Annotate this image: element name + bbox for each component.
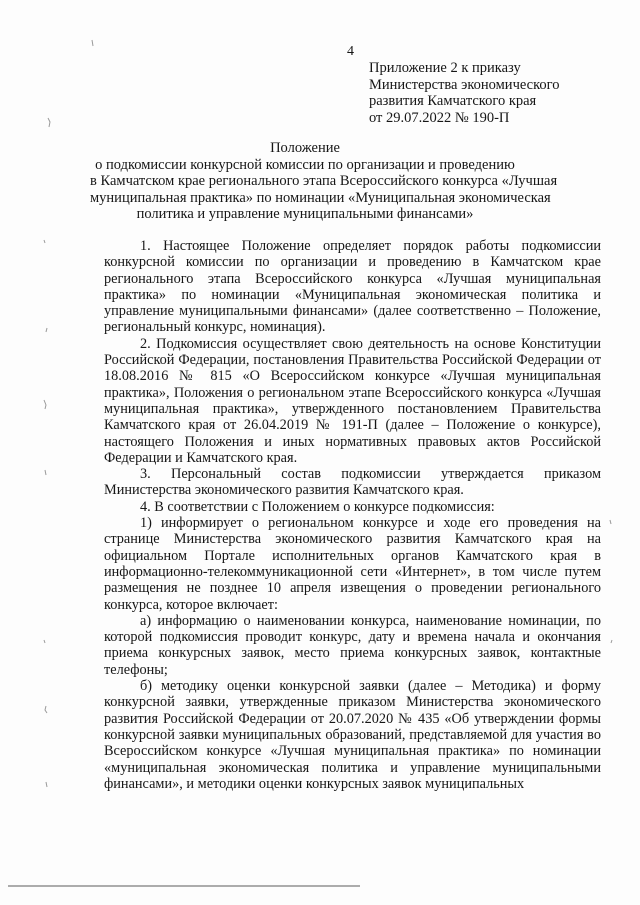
appendix-block <box>369 60 619 126</box>
document-heading <box>90 140 558 223</box>
paragraph-3: 3. Персональный состав подкомиссии утверждается приказом Министерства экономического развития Камчатского края. <box>104 466 601 499</box>
heading-line: о подкомиссии конкурсной комиссии по организации и проведению <box>95 156 515 173</box>
paragraph-4: 4. В соответствии с Положением о конкурсе подкомиссия: <box>140 498 495 515</box>
document-body <box>104 238 601 792</box>
paragraph-2: 2. Подкомиссия осуществляет свою деятельность на основе Конституции Российской Федерации, постановления Правительства Российской Федерации от 18.08.2016 № 815 «О Всероссийском конкурсе «Лучшая муниципальная практика», Положения о региональном этапе Всероссийского конкурса «Лучшая муниципальная практика», утвержденного постановлением Правительства Камчатского края от 26.04.2019 № 191-П (далее – Положение о конкурсе), настоящего Положения и иных нормативных правовых актов Российской Федерации и Камчатского края. <box>104 335 601 466</box>
appendix-line: Министерства экономического <box>369 76 560 93</box>
paragraph-1: 1. Настоящее Положение определяет порядок работы подкомиссии конкурсной комиссии по организации и проведению в Камчатском крае регионального этапа Всероссийского конкурса «Лучшая муниципальная практика» по номинации «Муниципальная экономическая политика и управление муниципальными финансами» (далее соответственно – Положение, региональный конкурс, номинация). <box>104 238 601 336</box>
document-title: Положение <box>270 140 340 156</box>
appendix-line: Приложение 2 к приказу <box>369 60 521 76</box>
page-number: 4 <box>347 44 354 59</box>
appendix-line: от 29.07.2022 № 190-П <box>369 109 510 126</box>
heading-line: в Камчатском крае регионального этапа Всероссийского конкурса «Лучшая <box>90 173 558 189</box>
paragraph-4-1-b: б) методику оценки конкурсной заявки (далее – Методика) и форму конкурсной заявки, утвержденные приказом Министерства экономического развития Российской Федерации от 20.07.2020 № 435 «Об утверждении формы конкурсной заявки муниципальных образований, представляемой для участия во Всероссийском конкурсе «Лучшая муниципальная практика» по номинации «муниципальная экономическая политика и управление муниципальными финансами», и методики оценки конкурсных заявок муниципальных <box>104 678 601 792</box>
heading-line: политика и управление муниципальными финансами» <box>136 206 474 222</box>
heading-line: муниципальная практика» по номинации «Муниципальная экономическая <box>90 189 551 206</box>
appendix-line: развития Камчатского края <box>369 93 537 109</box>
paragraph-4-1: 1) информирует о региональном конкурсе и ходе его проведения на странице Министерства экономического развития Камчатского края на официальном Портале исполнительных органов Камчатского края в информационно-телекоммуникационной сети «Интернет», в том числе путем размещения не позднее 10 апреля извещения о проведении регионального конкурса, которое включает: <box>104 515 601 613</box>
paragraph-4-1-a: а) информацию о наименовании конкурса, наименование номинации, по которой подкомиссия проводит конкурс, дату и времена начала и окончания приема конкурсных заявок, место приема конкурсных заявок, контактные телефоны; <box>104 612 601 678</box>
